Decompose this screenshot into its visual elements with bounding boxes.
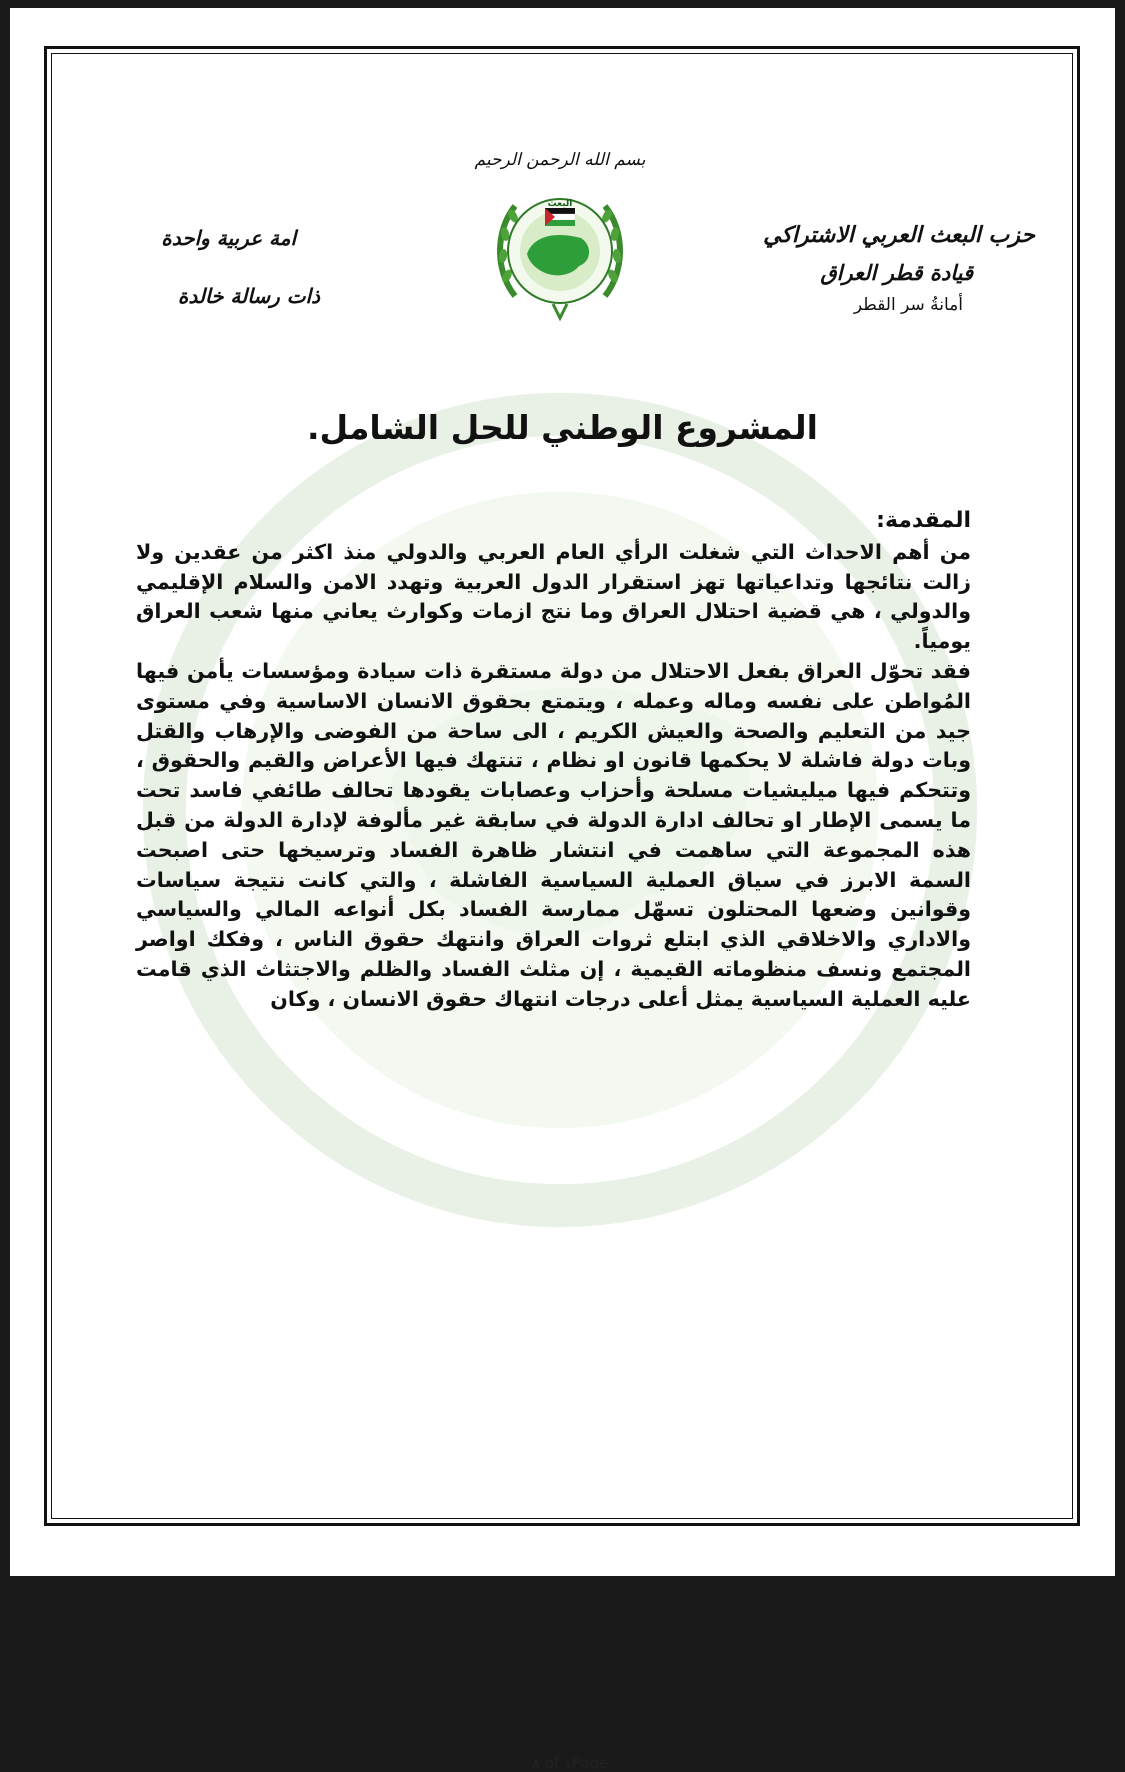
document-title: المشروع الوطني للحل الشامل. xyxy=(307,408,818,447)
header-party-block xyxy=(715,222,1035,315)
regional-command: قيادة قطر العراق xyxy=(820,260,973,285)
basmala: بسم الله الرحمن الرحيم xyxy=(474,150,646,170)
secretariat: أمانةُ سر القطر xyxy=(853,295,963,315)
document-body xyxy=(136,506,971,1015)
party-name: حزب البعث العربي الاشتراكي xyxy=(763,222,1035,248)
motto-line-1: امة عربية واحدة xyxy=(161,226,296,250)
paragraph: من أهم الاحداث التي شغلت الرأي العام العربي والدولي منذ اكثر من عقدين ولا زالت نتائجها وتداعياتها تهز استقرار الدول العربية وتهدد الامن والسلام الإقليمي والدولي ، هي قضية احتلال العراق وما نتج ازمات وكوارث يعاني منها شعب العراق يومياً. xyxy=(136,539,971,654)
section-heading: المقدمة: xyxy=(876,508,971,533)
baath-emblem-logo xyxy=(485,176,635,326)
header-center xyxy=(470,150,650,326)
motto-line-2: ذات رسالة خالدة xyxy=(177,284,320,308)
page-number: ٨ of ١Page xyxy=(531,1754,609,1772)
logo-label: البعث xyxy=(547,199,573,209)
header-motto-block xyxy=(80,226,320,308)
paragraph: فقد تحوّل العراق بفعل الاحتلال من دولة مستقرة ذات سيادة ومؤسسات يأمن فيها المُواطن على نفسه وماله وعمله ، ويتمتع بحقوق الانسان الاساسية وفي مستوى جيد من التعليم والصحة والعيش الكريم ، الى ساحة من الفوضى والإرهاب والقتل وبات دولة فاشلة لا يحكمها قانون او نظام ، تنتهك فيها الأعراض والقيم والحقوق ، وتتحكم فيها ميليشيات مسلحة وأحزاب وعصابات يقودها تحالف طائفي فاسد تحت ما يسمى الإطار او تحالف ادارة الدولة في سابقة غير مألوفة لإدارة الدولة من قبل هذه المجموعة التي ساهمت في انتشار ظاهرة الفساد وترسيخها حتى اصبحت السمة الابرز في سياق العملية السياسية الفاشلة ، والتي كانت نتيجة سياسات وقوانين وضعها المحتلون تسهّل ممارسة الفساد بكل أنواعه المالي والسياسي والاداري والاخلاقي الذي ابتلع ثروات العراق وانتهك حقوق الناس ، وفكك اواصر المجتمع ونسف منظوماته القيمية ، إن مثلث الفساد والظلم والاجتثاث الذي قامت عليه العملية السياسية يمثل أعلى درجات انتهاك حقوق الانسان ، وكان xyxy=(136,658,971,1011)
